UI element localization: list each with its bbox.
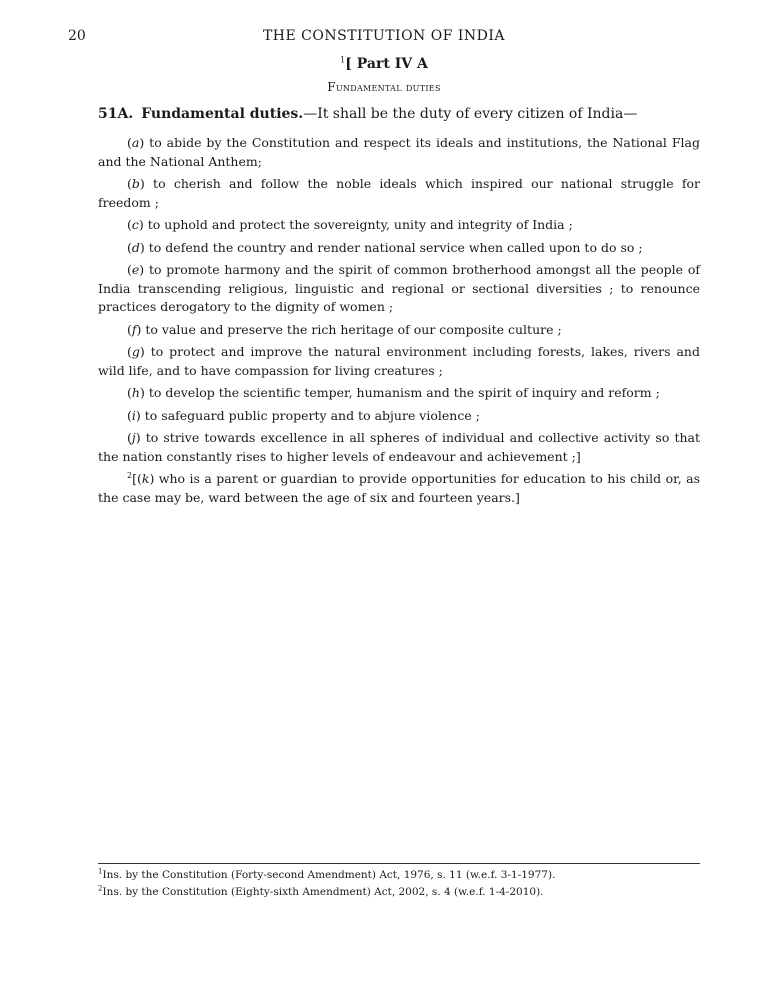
clause-letter: k [141,471,150,486]
clause-list [98,134,700,511]
footnote-marker: 1 [98,867,103,876]
clause-a: (a) to abide by the Constitution and respect its ideals and institutions, the National Flag and the National Anthem; [98,135,700,169]
clause-letter: d [131,239,140,255]
clause-b: (b) to cherish and follow the noble ideals which inspired our national struggle for freedom ; [98,176,700,210]
footnote-1 [98,867,700,884]
footnote-text: Ins. by the Constitution (Forty-second Amendment) Act, 1976, s. 11 (w.e.f. 3-1-1977). [102,869,556,881]
part-subheading: Fundamental duties [327,80,441,94]
clause-e: (e) to promote harmony and the spirit of common brotherhood amongst all the people of India transcending religious, linguistic and regional or sectional diversities ; to renounce practices derogatory to the dignity of women ; [98,262,700,314]
article-intro: —It shall be the duty of every citizen of India— [303,106,638,122]
clause-text: to safeguard public property and to abjure violence ; [140,407,480,423]
part-heading [68,56,700,72]
footnote-marker: 2 [127,470,133,480]
clause-h: (h) to develop the scientific temper, humanism and the spirit of inquiry and reform ; [127,385,660,400]
clause-letter: g [131,344,140,359]
clause-letter: a [131,135,140,150]
clause-text: to cherish and follow the noble ideals which inspired our national struggle for freedom ; [98,176,700,210]
page-number: 20 [68,28,86,44]
footnote-marker: 2 [98,884,103,893]
clause-letter: c [131,217,139,232]
clause-letter: h [131,385,140,400]
clause-text: to abide by the Constitution and respect its ideals and institutions, the National Flag and the National Anthem; [98,135,700,169]
clause-prefix: [( [132,471,142,486]
clause-d: (d) to defend the country and render national service when called upon to do so ; [127,239,643,255]
clause-letter: e [131,262,140,277]
article-heading [98,106,700,122]
article-title: Fundamental duties. [141,106,304,122]
clause-g: (g) to protect and improve the natural environment including forests, lakes, rivers and wild life, and to have compassion for living creatures ; [98,344,700,378]
clause-f: (f) to value and preserve the rich heritage of our composite culture ; [127,321,562,337]
footnotes [98,867,700,901]
article-number: 51A. [98,106,134,122]
part-heading-text: [ Part IV A [345,56,428,72]
clause-text: to promote harmony and the spirit of common brotherhood amongst all the people of India transcending religious, linguistic and regional or sectional diversities ; to renounce practices derogatory to the dignity of women ; [98,262,700,314]
footnote-text: Ins. by the Constitution (Eighty-sixth Amendment) Act, 2002, s. 4 (w.e.f. 1-4-2010). [102,886,544,898]
clause-text: ) who is a parent or guardian to provide opportunities for education to his child or, as the case may be, ward between the age of six and fourteen years.] [98,471,700,505]
clause-c: (c) to uphold and protect the sovereignty, unity and integrity of India ; [127,217,573,232]
clause-text: to protect and improve the natural environment including forests, lakes, rivers and wild life, and to have compassion for living creatures ; [98,344,700,378]
running-title: THE CONSTITUTION OF INDIA [262,28,506,44]
clause-text: to value and preserve the rich heritage of our composite culture ; [141,321,562,337]
footnote-divider [98,863,700,864]
footnote-marker: 1 [340,55,346,65]
clause-letter: j [131,430,136,445]
clause-text: to defend the country and render national service when called upon to do so ; [144,239,643,255]
clause-k [98,470,700,507]
clause-text: to uphold and protect the sovereignty, unity and integrity of India ; [143,217,573,232]
clause-letter: i [131,407,136,423]
page-header [68,28,700,48]
clause-text: to strive towards excellence in all spheres of individual and collective activity so that the nation constantly rises to higher levels of endeavour and achievement ;] [98,430,700,464]
clause-j: (j) to strive towards excellence in all spheres of individual and collective activity so that the nation constantly rises to higher levels of endeavour and achievement ;] [98,430,700,464]
clause-i: (i) to safeguard public property and to abjure violence ; [127,407,480,423]
footnote-2 [98,884,700,901]
clause-letter: f [131,321,137,337]
clause-letter: b [131,176,140,191]
clause-text: to develop the scientific temper, humanism and the spirit of inquiry and reform ; [144,385,660,400]
